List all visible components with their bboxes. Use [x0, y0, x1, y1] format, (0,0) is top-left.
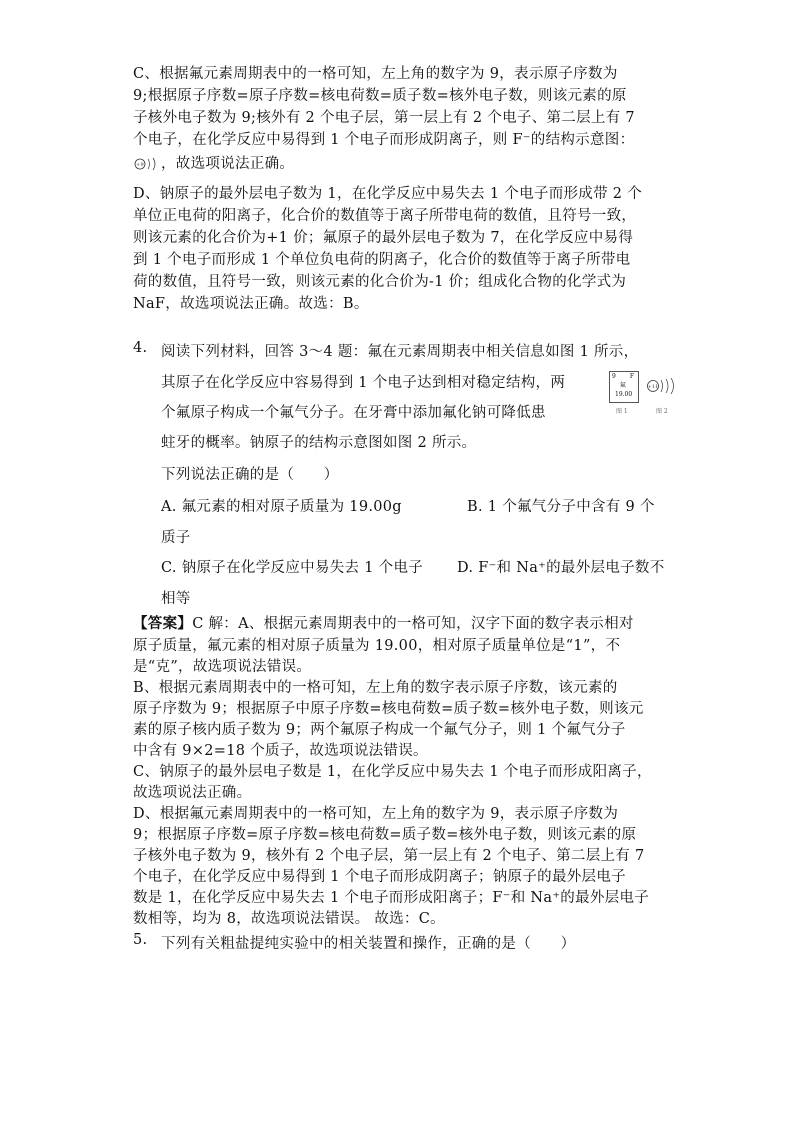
answer-line: 是“克”，故选项说法错误。 [133, 659, 312, 675]
answer-line: 子核外电子数为 9，核外有 2 个电子层，第一层上有 2 个电子、第二层上有 7 [133, 848, 645, 864]
answer-line: C、钠原子的最外层电子数是 1，在化学反应中易失去 1 个电子而形成阳离子， [133, 764, 652, 780]
text-line: 个电子，在化学反应中易得到 1 个电子而形成阴离子，则 F⁻的结构示意图： [133, 132, 635, 148]
atomic-mass: 19.00 [615, 391, 633, 398]
text-line: 则该元素的化合价为+1 价；氟原子的最外层电子数为 7，在化学反应中易得 [133, 230, 634, 246]
answer-label: 【答案】 [133, 615, 193, 632]
option-d-continued: 相等 [161, 591, 191, 607]
question-text: 下列有关粗盐提纯实验中的相关装置和操作，正确的是（ ） [161, 936, 576, 952]
text-line: 荷的数值，且符号一致，则该元素的化合价为-1 价；组成化合物的化学式为 [133, 274, 627, 290]
answer-text: C 解：A、根据元素周期表中的一格可知，汉字下面的数字表示相对 [192, 616, 634, 632]
question-text: 阅读下列材料，回答 3～4 题：氟在元素周期表中相关信息如图 1 所示， [161, 344, 639, 360]
text-line-tail: ，故选项说法正确。 [161, 156, 295, 172]
option-b-continued: 质子 [161, 530, 191, 546]
question-number: 5. [133, 932, 148, 948]
periodic-table-cell-fluorine [609, 371, 639, 403]
option-a: A. 氟元素的相对原子质量为 19.00g [161, 499, 402, 515]
text-line: 子核外电子数为 9;核外有 2 个电子层，第一层上有 2 个电子、第二层上有 7 [133, 110, 635, 126]
figure-1-caption: 图 1 [616, 408, 628, 415]
text-line [133, 152, 294, 173]
question-text: 其原子在化学反应中容易得到 1 个电子达到相对稳定结构，两 [161, 375, 566, 391]
svg-text:+9: +9 [136, 162, 144, 168]
answer-line: 原子质量，氟元素的相对原子质量为 19.00，相对原子质量单位是“1”，不 [133, 638, 621, 654]
option-c: C. 钠原子在化学反应中易失去 1 个电子 [161, 560, 424, 576]
question-text: 蛀牙的概率。钠原子的结构示意图如图 2 所示。 [161, 435, 477, 451]
answer-line: 故选项说法正确。 [133, 785, 252, 801]
answer-line [133, 612, 634, 633]
figure-2-caption: 图 2 [656, 408, 668, 415]
atomic-number: 9 [612, 373, 616, 380]
text-line: C、根据氟元素周期表中的一格可知，左上角的数字为 9，表示原子序数为 [133, 66, 618, 82]
nucleus-charge: +11 [647, 384, 659, 390]
element-name: 氟 [620, 382, 627, 389]
sodium-atom-structure-diagram [646, 375, 680, 397]
question-number: 4. [133, 340, 148, 356]
answer-line: 原子序数为 9；根据原子中原子序数=核电荷数=质子数=核外电子数，则该元 [133, 701, 644, 717]
answer-line: B、根据元素周期表中的一格可知，左上角的数字表示原子序数，该元素的 [133, 680, 618, 696]
answer-line: 数相等，均为 8，故选项说法错误。 故选：C。 [133, 911, 445, 927]
question-text: 个氟原子构成一个氟气分子。在牙膏中添加氟化钠可降低患 [161, 405, 546, 421]
answer-line: 中含有 9×2=18 个质子，故选项说法错误。 [133, 743, 428, 759]
answer-line: 素的原子核内质子数为 9；两个氟原子构成一个氟气分子，则 1 个氟气分子 [133, 722, 626, 738]
text-line: D、钠原子的最外层电子数为 1，在化学反应中易失去 1 个电子而形成带 2 个 [133, 186, 643, 202]
question-prompt: 下列说法正确的是（ ） [161, 467, 339, 483]
fluoride-ion-structure-diagram [133, 156, 161, 172]
option-b: B. 1 个氟气分子中含有 9 个 [467, 499, 655, 515]
text-line: 到 1 个电子而形成 1 个单位负电荷的阴离子，化合价的数值等于离子所带电 [133, 252, 631, 268]
text-line: 单位正电荷的阳离子，化合价的数值等于离子所带电荷的数值，且符号一致， [133, 208, 637, 224]
answer-line: 9；根据原子序数=原子序数=核电荷数=质子数=核外电子数，则该元素的原 [133, 827, 637, 843]
element-symbol: F [629, 373, 634, 380]
text-line: NaF，故选项说法正确。故选：B。 [133, 296, 369, 312]
text-line: 9;根据原子序数=原子序数=核电荷数=质子数=核外电子数，则该元素的原 [133, 88, 627, 104]
answer-line: 个电子，在化学反应中易得到 1 个电子而形成阴离子；钠原子的最外层电子 [133, 869, 626, 885]
option-d: D. F⁻和 Na⁺的最外层电子数不 [457, 560, 665, 576]
answer-line: D、根据氟元素周期表中的一格可知，左上角的数字为 9，表示原子序数为 [133, 806, 619, 822]
answer-line: 数是 1，在化学反应中易失去 1 个电子而形成阳离子；F⁻和 Na⁺的最外层电子 [133, 890, 650, 906]
